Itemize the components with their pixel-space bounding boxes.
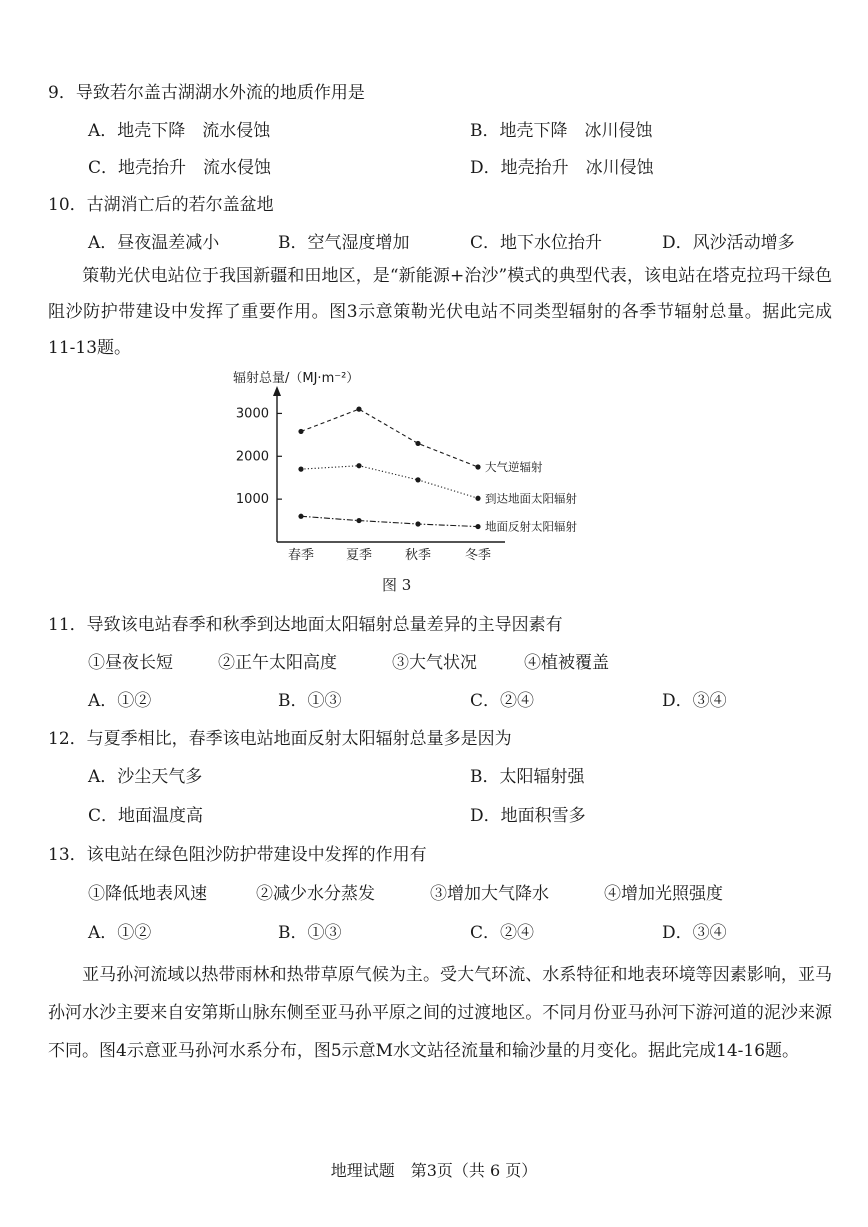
passage-14-16: 亚马孙河流域以热带雨林和热带草原气候为主。受大气环流、水系特征和地表环境等因素影响，亚马孙河水沙主要来自安第斯山脉东侧至亚马孙平原之间的过渡地区。不同月份亚马孙河下游河道的泥沙来源不同。图4示意亚马孙河水系分布，图5示意M水文站径流量和输沙量的月变化。据此完成14-16题。 bbox=[48, 965, 832, 1061]
q13-item-4: ④增加光照强度 bbox=[604, 884, 723, 904]
data-point bbox=[475, 464, 480, 469]
q11-item-3: ③大气状况 bbox=[392, 653, 477, 673]
data-point bbox=[356, 518, 361, 523]
question-11-stem: 11．导致该电站春季和秋季到达地面太阳辐射总量差异的主导因素有 bbox=[48, 615, 563, 635]
q12-option-b: B．太阳辐射强 bbox=[470, 767, 585, 787]
page-footer: 地理试题 第3页（共 6 页） bbox=[330, 1161, 538, 1180]
data-point bbox=[475, 496, 480, 501]
series-line bbox=[301, 466, 478, 499]
y-tick-label: 2000 bbox=[235, 449, 269, 465]
q12-option-d: D．地面积雪多 bbox=[470, 806, 586, 826]
q11-option-c: C．②④ bbox=[470, 691, 535, 711]
q10-option-d: D．风沙活动增多 bbox=[662, 233, 795, 253]
q9-option-a: A．地壳下降 流水侵蚀 bbox=[88, 121, 271, 141]
data-point bbox=[298, 467, 303, 472]
q13-item-1: ①降低地表风速 bbox=[88, 884, 207, 904]
data-point bbox=[356, 463, 361, 468]
x-category-label: 春季 bbox=[287, 548, 315, 563]
series-line bbox=[301, 516, 478, 526]
y-tick-label: 1000 bbox=[235, 492, 269, 508]
question-10-stem: 10．古湖消亡后的若尔盖盆地 bbox=[48, 195, 274, 215]
question-13-stem: 13．该电站在绿色阻沙防护带建设中发挥的作用有 bbox=[48, 845, 427, 865]
q13-item-3: ③增加大气降水 bbox=[430, 884, 549, 904]
passage-11-13: 策勒光伏电站位于我国新疆和田地区，是“新能源+治沙”模式的典型代表，该电站在塔克拉玛干绿色阻沙防护带建设中发挥了重要作用。图3示意策勒光伏电站不同类型辐射的各季节辐射总量。据此完成11-13题。 bbox=[48, 266, 832, 358]
data-point bbox=[415, 477, 420, 482]
q11-option-a: A．①② bbox=[88, 691, 152, 711]
x-category-label: 秋季 bbox=[404, 548, 432, 563]
data-point bbox=[356, 407, 361, 412]
data-point bbox=[415, 441, 420, 446]
series-line bbox=[301, 409, 478, 467]
figure-3-chart bbox=[225, 362, 625, 592]
q11-item-2: ②正午太阳高度 bbox=[218, 653, 337, 673]
x-category-label: 夏季 bbox=[345, 548, 373, 563]
series-label: 到达地面太阳辐射 bbox=[485, 491, 577, 506]
q11-option-d: D．③④ bbox=[662, 691, 727, 711]
q11-item-4: ④植被覆盖 bbox=[524, 653, 609, 673]
q10-option-c: C．地下水位抬升 bbox=[470, 233, 603, 253]
question-12-stem: 12．与夏季相比，春季该电站地面反射太阳辐射总量多是因为 bbox=[48, 729, 512, 749]
question-9-stem: 9．导致若尔盖古湖湖水外流的地质作用是 bbox=[48, 83, 365, 103]
q13-option-c: C．②④ bbox=[470, 923, 535, 943]
q13-item-2: ②减少水分蒸发 bbox=[256, 884, 375, 904]
q10-option-b: B．空气湿度增加 bbox=[278, 233, 410, 253]
q13-option-a: A．①② bbox=[88, 923, 152, 943]
q13-option-b: B．①③ bbox=[278, 923, 342, 943]
q9-option-b: B．地壳下降 冰川侵蚀 bbox=[470, 121, 653, 141]
y-axis-label: 辐射总量/（MJ·m⁻²） bbox=[233, 371, 360, 386]
q13-option-d: D．③④ bbox=[662, 923, 727, 943]
y-tick-label: 3000 bbox=[235, 406, 269, 422]
q11-option-b: B．①③ bbox=[278, 691, 342, 711]
q12-option-a: A．沙尘天气多 bbox=[88, 767, 203, 787]
figure-3-caption: 图 3 bbox=[382, 576, 412, 594]
q11-item-1: ①昼夜长短 bbox=[88, 653, 173, 673]
q10-option-a: A．昼夜温差减小 bbox=[88, 233, 220, 253]
x-category-label: 冬季 bbox=[464, 548, 492, 563]
data-point bbox=[298, 514, 303, 519]
series-label: 地面反射太阳辐射 bbox=[485, 519, 577, 534]
y-axis-arrow bbox=[273, 386, 281, 396]
data-point bbox=[475, 524, 480, 529]
q12-option-c: C．地面温度高 bbox=[88, 806, 204, 826]
data-point bbox=[415, 521, 420, 526]
chart-marks bbox=[236, 406, 578, 563]
q9-option-d: D．地壳抬升 冰川侵蚀 bbox=[470, 158, 654, 178]
q9-option-c: C．地壳抬升 流水侵蚀 bbox=[88, 158, 272, 178]
data-point bbox=[298, 429, 303, 434]
series-label: 大气逆辐射 bbox=[485, 460, 543, 474]
